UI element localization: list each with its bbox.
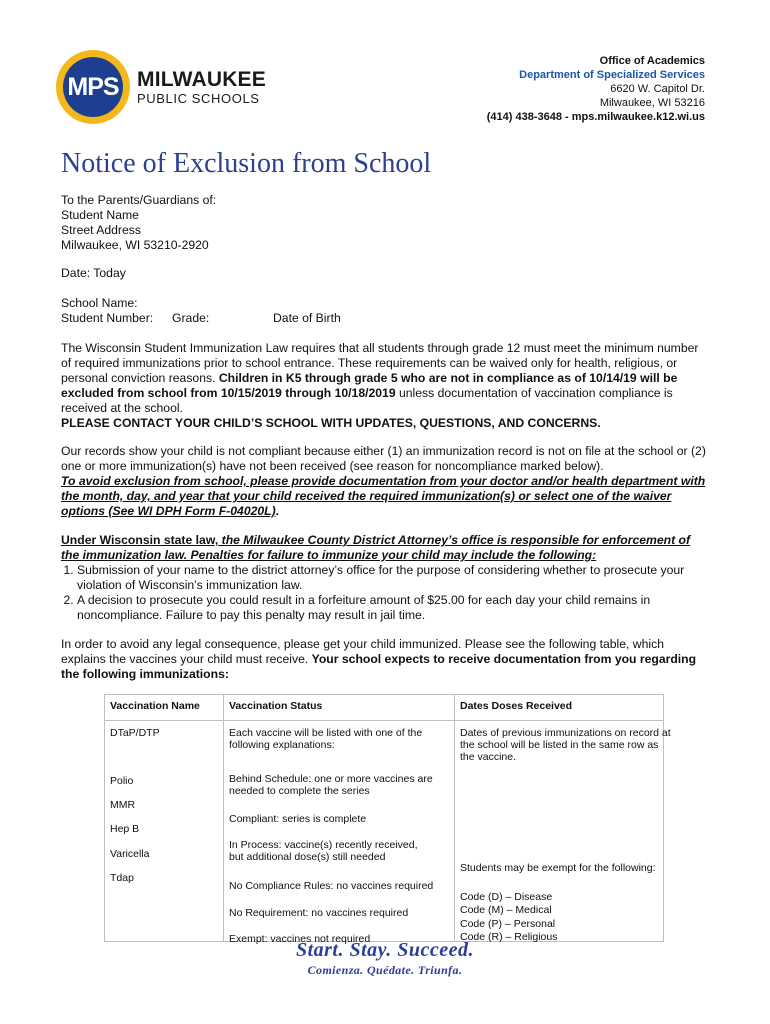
exempt-code: Code (D) – Disease	[460, 891, 553, 903]
table-row	[105, 721, 664, 942]
vaccination-table	[104, 694, 671, 945]
status-intro: Each vaccine will be listed with one of the following explanations:	[229, 727, 423, 751]
department-name: Department of Specialized Services	[519, 69, 705, 81]
records-period: .	[275, 504, 280, 518]
org-name-line1: MILWAUKEE	[137, 68, 266, 91]
status-no-compliance-rules: No Compliance Rules: no vaccines required	[229, 880, 434, 892]
status-no-requirement: No Requirement: no vaccines required	[229, 907, 409, 919]
mps-logo: MPS	[63, 57, 123, 117]
exempt-intro: Students may be exempt for the following:	[460, 862, 656, 874]
penalties-paragraph	[61, 533, 711, 623]
penalties-list	[61, 563, 711, 623]
law-tail: unless documentation of vaccination compliance is received at the school.	[61, 386, 673, 415]
col-vaccination-status: Vaccination Status	[224, 695, 455, 721]
slogan: Start. Stay. Succeed.	[295, 939, 475, 961]
grade-label: Grade:	[172, 311, 210, 325]
penalty-item: 2. A decision to prosecute you could result in a forfeiture amount of $25.00 for each day your child remains in noncompliance. Failure to pay this penalty may result in jail time.	[77, 593, 711, 623]
recipient-to: To the Parents/Guardians of:	[61, 193, 217, 207]
exempt-code: Code (M) – Medical	[460, 904, 552, 916]
law-paragraph	[61, 341, 711, 431]
doses-note: Dates of previous immunizations on record at the school will be listed in the same row as the vaccine.	[460, 727, 671, 763]
doses-cell	[455, 721, 671, 943]
org-name-line2: PUBLIC SCHOOLS	[137, 91, 260, 106]
vaccine-status-cell	[224, 721, 455, 945]
status-exempt: Exempt: vaccines not required	[229, 933, 371, 945]
date-line: Date: Today	[61, 266, 126, 280]
vaccine-name: Polio	[110, 775, 134, 787]
vaccine-name: DTaP/DTP	[110, 727, 160, 739]
vaccine-name: Tdap	[110, 872, 134, 884]
records-paragraph	[61, 444, 711, 519]
page-title: Notice of Exclusion from School	[61, 148, 432, 179]
state-law-lead: Under Wisconsin state law,	[61, 533, 219, 547]
table-header-row	[105, 695, 664, 721]
contact-notice: PLEASE CONTACT YOUR CHILD’S SCHOOL WITH UPDATES, QUESTIONS, AND CONCERNS.	[61, 416, 601, 430]
recipient-name: Student Name	[61, 208, 139, 222]
student-number-label: Student Number:	[61, 311, 154, 325]
recipient-block	[61, 193, 711, 253]
office-city: Milwaukee, WI 53216	[599, 97, 705, 109]
exempt-code: Code (R) – Religious	[460, 931, 558, 943]
immunize-text: In order to avoid any legal consequence, please get your child immunized. Please see the following table, which explains the vaccines your child must receive.	[61, 637, 664, 666]
exempt-code: Code (P) – Personal	[460, 918, 556, 930]
enforcement-text: the Milwaukee County District Attorney’s office is responsible for enforcement of the immunization law. Penalties for failure to immunize your child may include the following:	[61, 533, 691, 562]
col-vaccination-name: Vaccination Name	[105, 695, 224, 721]
recipient-city: Milwaukee, WI 53210-2920	[61, 238, 209, 252]
dob-label: Date of Birth	[273, 311, 341, 325]
penalty-item: 1. Submission of your name to the district attorney’s office for the purpose of considering whether to prosecute your violation of Wisconsin’s immunization law.	[77, 563, 711, 593]
office-address	[487, 54, 705, 124]
col-dates-doses: Dates Doses Received	[455, 695, 664, 721]
school-name-label: School Name:	[61, 296, 138, 310]
records-text: Our records show your child is not compliant because either (1) an immunization record is not on file at the school or (2) one or more immunization(s) have not been received (see reason for noncompliance marked below).	[61, 444, 706, 473]
avoid-exclusion-text: To avoid exclusion from school, please provide documentation from your doctor and/or health department with the month, day, and year that your child received the required immunization(s) or select one of the waiver options (See WI DPH Form F-04020L)	[61, 474, 706, 518]
slogan-spanish: Comienza. Quédate. Triunfa.	[307, 963, 463, 977]
status-in-process: In Process: vaccine(s) recently received, but additional dose(s) still needed	[229, 839, 418, 863]
vaccine-names-cell	[105, 721, 224, 942]
recipient-street: Street Address	[61, 223, 141, 237]
office-name: Office of Academics	[599, 55, 705, 67]
law-text: The Wisconsin Student Immunization Law requires that all students through grade 12 must meet the minimum number of required immunizations prior to school entrance. These requirements can be waived only for health, religious, or personal conviction reasons.	[61, 341, 699, 385]
status-compliant: Compliant: series is complete	[229, 813, 367, 825]
exclusion-dates: Children in K5 through grade 5 who are not in compliance as of 10/14/19 will be excluded from school from 10/15/2019 through 10/18/2019	[61, 371, 678, 400]
status-behind-schedule: Behind Schedule: one or more vaccines are needed to complete the series	[229, 773, 433, 797]
vaccine-name: Hep B	[110, 823, 140, 835]
vaccine-name: MMR	[110, 799, 136, 811]
vaccine-name: Varicella	[110, 848, 150, 860]
office-street: 6620 W. Capitol Dr.	[610, 83, 705, 95]
documentation-expectation: Your school expects to receive documentation from you regarding the following immunizations:	[61, 652, 697, 681]
immunize-paragraph	[61, 637, 711, 682]
office-contact: (414) 438-3648 - mps.milwaukee.k12.wi.us	[486, 111, 705, 123]
